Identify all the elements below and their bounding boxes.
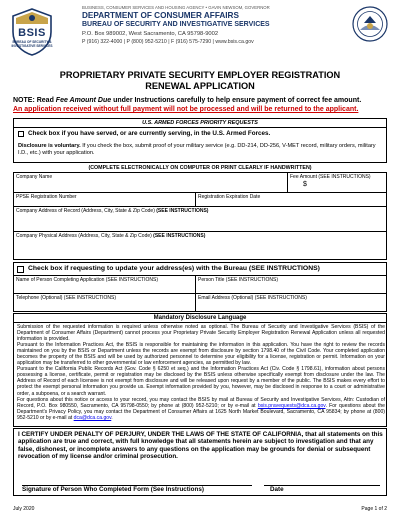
dca-email-link[interactable]: dca@dca.ca.gov	[73, 414, 112, 421]
date-label: Date	[270, 486, 284, 493]
disclosure-text	[17, 324, 385, 421]
email-field[interactable]: Email Address (Optional) (SEE INSTRUCTIONS)	[196, 293, 386, 311]
armed-forces-title: U.S. ARMED FORCES PRIORITY REQUESTS	[14, 120, 386, 128]
address-update-checkbox[interactable]	[17, 266, 24, 273]
bureau-contact: P (916) 322-4000 | P (800) 952-5210 | F (916) 575-7290 | www.bsis.ca.gov	[82, 39, 254, 45]
signature-label: Signature of Person Who Completed Form (See Instructions)	[22, 486, 204, 493]
payment-warning: An application received without full payment will not be processed and will be returned to the applicant.	[13, 106, 359, 113]
disclosure-paragraph: Submission of the requested information is required unless otherwise noted as optional. The Bureau of Security and Investigative Services (BSIS) of the Department of Consumer Affairs (Department) cannot process your Proprietary Private Security Employer Registration Renewal Application unless all requested information is provided.	[17, 324, 385, 343]
armed-forces-checkbox-label: Check box if you have served, or are currently serving, in the U.S. Armed Forces.	[28, 130, 271, 137]
completion-instructions: (COMPLETE ELECTRONICALLY ON COMPUTER OR PRINT CLEARLY IF HANDWRITTEN)	[88, 165, 312, 171]
fee-note: NOTE: Read Fee Amount Due under Instructions carefully to help ensure payment of correct fee amount.	[13, 97, 362, 104]
california-seal-icon	[352, 6, 388, 42]
department-name: DEPARTMENT OF CONSUMER AFFAIRS	[82, 11, 239, 20]
form-subtitle: RENEWAL APPLICATION	[145, 81, 255, 91]
telephone-field[interactable]: Telephone (Optional) (SEE INSTRUCTIONS)	[14, 293, 196, 311]
company-info-section	[13, 172, 387, 260]
record-address-field[interactable]: Company Address of Record (Address, City, State & Zip Code) (SEE INSTRUCTIONS)	[14, 207, 386, 232]
bsis-email-link[interactable]: bsis.pravequests@dca.ca.gov	[257, 402, 326, 409]
disclosure-title: Mandatory Disclosure Language	[14, 315, 386, 323]
address-update-label: Check box if requesting to update your address(es) with the Bureau (SEE INSTRUCTIONS)	[28, 265, 320, 272]
ppse-number-field[interactable]: PPSE Registration Number	[14, 193, 196, 207]
disclosure-paragraph: Pursuant to the California Public Records Act (Gov. Code § 6250 et seq.) and the Information Practices Act (Civ. Code § 1798.61), information about persons possessing a license, certificate, permit or registration may be disclosed by the BSIS unless otherwise specifically exempt from disclosure under the law. The Address of Record of each licensee is not exempt from disclosure and will be released upon request by a member of the public. The BSIS makes every effort to protect the exempt personal information you provide us. Exempt information provided by you, however, may be disclosed in response to a court or administrative order, a subpoena, or a search warrant.	[17, 366, 385, 397]
certification-section	[13, 428, 387, 496]
physical-address-field[interactable]: Company Physical Address (Address, City, State & Zip Code) (SEE INSTRUCTIONS)	[16, 233, 206, 239]
form-title: PROPRIETARY PRIVATE SECURITY EMPLOYER REGISTRATION	[59, 70, 341, 80]
company-name-field[interactable]: Company Name	[14, 173, 288, 193]
revision-date: July 2020	[13, 506, 35, 512]
armed-forces-checkbox[interactable]	[18, 131, 24, 137]
fee-amount-field[interactable]: Fee Amount (SEE INSTRUCTIONS)	[288, 173, 386, 193]
dollar-sign: $	[303, 181, 307, 188]
mandatory-disclosure-section	[13, 313, 387, 427]
person-name-field[interactable]: Name of Person Completing Application (SEE INSTRUCTIONS)	[14, 275, 196, 293]
bureau-name: BUREAU OF SECURITY AND INVESTIGATIVE SERVICES	[82, 21, 270, 28]
disclosure-paragraph: Pursuant to the Information Practices Act, the BSIS is responsible for maintaining the information in this application. You have the right to review the records maintained on you by the BSIS or Department unless the records are exempt from disclosure by section 1798.40 of the Civil Code. Your completed application becomes the property of the BSIS and will be used by authorized personnel to determine your eligibility for a license, registration or permit. Information on your application may be transferred to other governmental or law enforcement agencies, as permitted by law.	[17, 342, 385, 367]
page-number: Page 1 of 2	[361, 506, 387, 512]
bureau-address: P.O. Box 989002, West Sacramento, CA 95798-9002	[82, 31, 219, 37]
armed-forces-disclosure: Disclosure is voluntary. If you check the box, submit proof of your military service (e.g. DD-214, DD-256, V-MET record, military orders, military I.D., etc.) with your application.	[18, 143, 376, 156]
address-update-section	[13, 262, 387, 312]
logo-subtext: BUREAU OF SECURITY & INVESTIGATIVE SERVICES	[11, 40, 53, 48]
disclosure-paragraph: For questions about this notice or access to your record, you may contact the BSIS by mail at Bureau of Security and Investigative Services, Attn: Custodian of Record, P.O. Box 980550, Sacramento, CA 95798-0550; by phone at (800) 952-5210; or by e-mail at bsis.pravequests@dca.ca.gov. For questions about the Department's Privacy Policy, you may contact the Department of Consumer Affairs at 1625 North Market Boulevard, Sacramento, CA 95834; by phone at (800) 952-5210 or by e-mail at dca@dca.ca.gov.	[17, 396, 385, 421]
expiration-date-field[interactable]: Registration Expiration Date	[196, 193, 386, 207]
certification-text: I CERTIFY UNDER PENALTY OF PERJURY, UNDER THE LAWS OF THE STATE OF CALIFORNIA, that all statements on this application are true and correct, with full knowledge that all statements herein are subject to investigation and that any false, dishonest, or incomplete answers to any questions on the application may be grounds for denial or subsequent revocation of my license and/or criminal prosecution.	[18, 431, 383, 461]
logo-text: BSIS	[18, 27, 46, 39]
agency-line: BUSINESS, CONSUMER SERVICES AND HOUSING AGENCY • GAVIN NEWSOM, GOVERNOR	[82, 5, 270, 10]
person-title-field[interactable]: Person Title (SEE INSTRUCTIONS)	[196, 275, 386, 293]
armed-forces-section	[13, 118, 387, 163]
